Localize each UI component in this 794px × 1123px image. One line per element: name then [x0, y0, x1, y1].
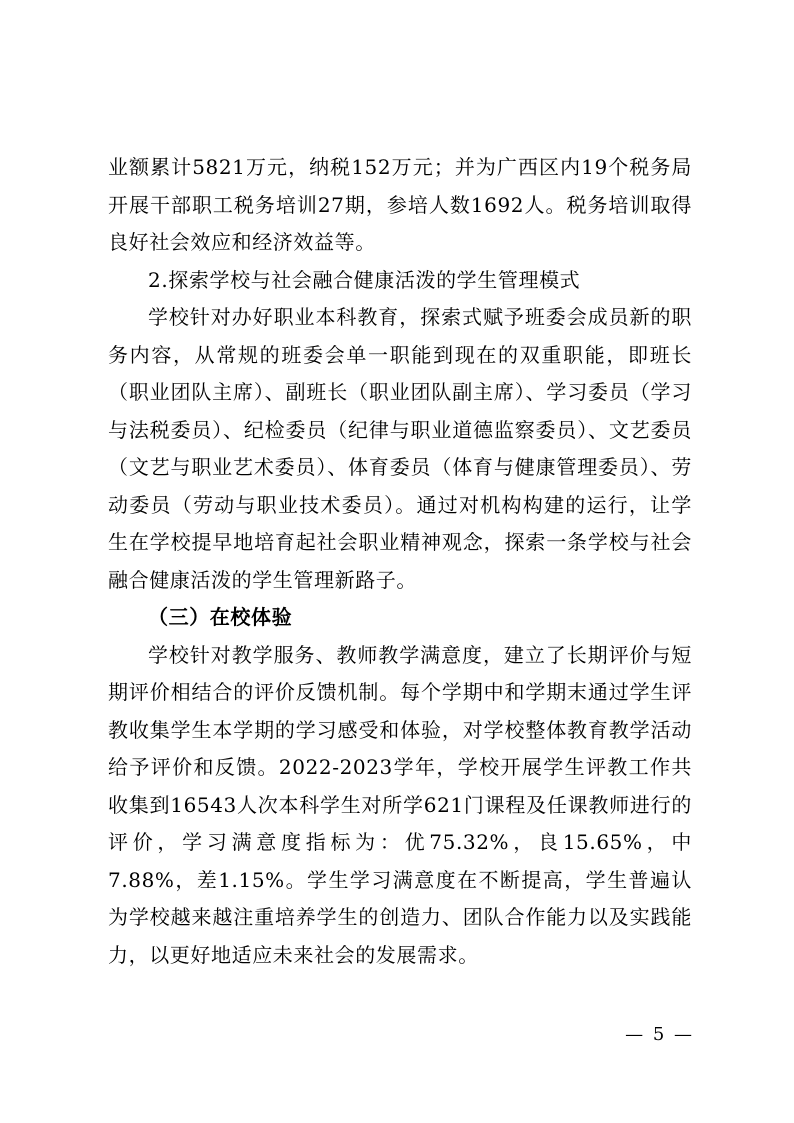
subheading-student-management: 2.探索学校与社会融合健康活泼的学生管理模式 [148, 267, 581, 292]
page-number: — 5 — [625, 1024, 694, 1045]
paragraph-student-management: 学校针对办好职业本科教育，探索式赋予班委会成员新的职务内容，从常规的班委会单一职能到现在的双重职能，即班长（职业团队主席）、副班长（职业团队副主席）、学习委员（学习与法税委员）、纪检委员（纪律与职业道德监察委员）、文艺委员（文艺与职业艺术委员）、体育委员（体育与健康管理委员）、劳动委员（劳动与职业技术委员）。通过对机构构建的运行，让学生在学校提早地培育起社会职业精神观念，探索一条学校与社会融合健康活泼的学生管理新路子。 [108, 305, 692, 592]
section-heading-campus-experience: （三）在校体验 [148, 605, 293, 629]
body-text [108, 149, 692, 974]
paragraph-campus-experience: 学校针对教学服务、教师教学满意度，建立了长期评价与短期评价相结合的评价反馈机制。每个学期中和学期末通过学生评教收集学生本学期的学习感受和体验，对学校整体教育教学活动给予评价和反馈。2022-2023学年，学校开展学生评教工作共收集到16543人次本科学生对所学621门课程及任课教师进行的评价，学习满意度指标为：优75.32%，良15.65%，中7.88%，差1.15%。学生学习满意度在不断提高，学生普遍认为学校越来越注重培养学生的创造力、团队合作能力以及实践能力，以更好地适应未来社会的发展需求。 [108, 642, 692, 967]
paragraph-continued: 业额累计5821万元，纳税152万元；并为广西区内19个税务局开展干部职工税务培训27期，参培人数1692人。税务培训取得良好社会效应和经济效益等。 [108, 155, 692, 254]
